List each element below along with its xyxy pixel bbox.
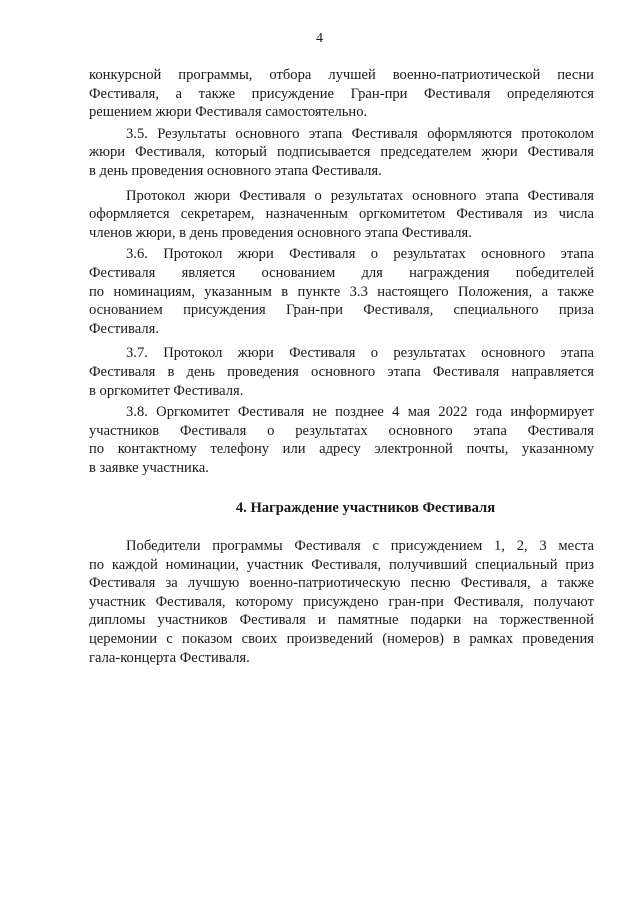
text-line: конкурсной программы, отбора лучшей военно-патриотической песни (89, 67, 594, 83)
text-line: по каждой номинации, участник Фестиваля, получивший специальный приз (89, 556, 594, 573)
text-line: основанием присуждения Гран-при Фестиваля, специального приза (89, 302, 594, 319)
document-body (89, 66, 594, 667)
text-line: церемонии с показом своих произведений (номеров) в рамках проведения (89, 631, 594, 648)
paragraph-jury-decision (89, 66, 594, 122)
text-line: Фестиваля является основанием для награждения победителей (89, 264, 594, 281)
text-line: гала-концерта Фестиваля. (89, 649, 250, 666)
text-line: 3.5. Результаты основного этапа Фестиваля оформляются протоколом (126, 125, 594, 142)
text-line: жюри Фестиваля, который подписывается председателем жюри Фестиваля (89, 144, 594, 161)
text-line: Фестиваля. (89, 320, 159, 337)
text-line: Протокол жюри Фестиваля о результатах основного этапа Фестиваля (126, 187, 594, 204)
text-line: оформляется секретарем, назначенным оргкомитетом Фестиваля из числа (89, 206, 594, 223)
text-line: Фестиваля за лучшую военно-патриотическую песню Фестиваля, а также (89, 575, 594, 592)
text-line: 3.6. Протокол жюри Фестиваля о результатах основного этапа (126, 246, 594, 263)
paragraph-awards (89, 537, 594, 667)
text-line: Фестиваля в день проведения основного этапа Фестиваля направляется (89, 363, 594, 380)
text-line: 3.7. Протокол жюри Фестиваля о результатах основного этапа (126, 345, 594, 362)
text-line: в оргкомитет Фестиваля. (89, 382, 244, 399)
page-number: 4 (316, 31, 323, 46)
text-line: 3.8. Оргкомитет Фестиваля не позднее 4 мая 2022 года информирует (126, 404, 594, 421)
text-line: по контактному телефону или адресу электронной почты, указанному (89, 441, 594, 458)
text-line: в заявке участника. (89, 459, 209, 476)
paragraph-3-7 (89, 344, 594, 400)
paragraph-protocol-secretary (89, 187, 594, 243)
text-line: Фестиваля, а также присуждение Гран-при Фестиваля определяются (89, 85, 594, 102)
text-line: Победители программы Фестиваля с присуждением 1, 2, 3 места (126, 538, 594, 555)
paragraph-3-6 (89, 245, 594, 338)
section-heading: 4. Награждение участников Фестиваля (235, 500, 496, 517)
text-line: решением жюри Фестиваля самостоятельно. (89, 104, 368, 121)
text-line: членов жюри, в день проведения основного этапа Фестиваля. (89, 224, 472, 241)
text-line: участник Фестиваля, которому присуждено гран-при Фестиваля, получают (89, 593, 594, 610)
text-line: дипломы участников Фестиваля и памятные подарки на торжественной (89, 612, 594, 629)
paragraph-3-5 (89, 125, 594, 181)
paragraph-3-8 (89, 403, 594, 477)
text-line: в день проведения основного этапа Фестиваля. (89, 162, 382, 179)
text-line: по номинациям, указанным в пункте 3.3 настоящего Положения, а также (89, 283, 594, 300)
text-line: участников Фестиваля о результатах основного этапа Фестиваля (89, 422, 594, 439)
